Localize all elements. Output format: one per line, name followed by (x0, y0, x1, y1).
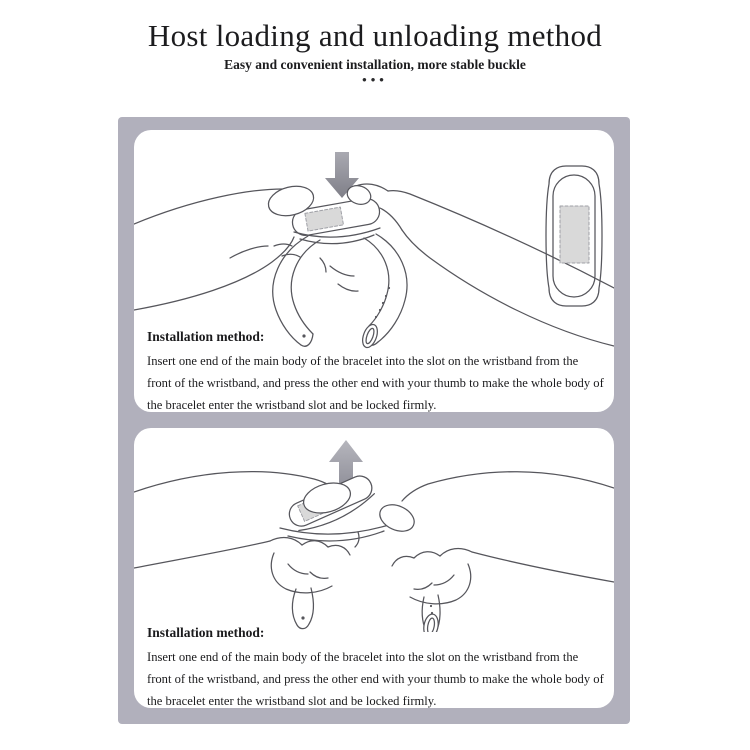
page-subtitle: Easy and convenient installation, more stable buckle (224, 57, 526, 72)
removal-description: Insert one end of the main body of the bracelet into the slot on the wristband from the front of the wristband, and press the other end with your thumb to make the whole body of the bracelet enter the wristband slot and be locked firmly. (147, 650, 604, 708)
installation-card (134, 130, 614, 412)
removal-text-block (147, 625, 604, 712)
installation-text-block (147, 329, 604, 416)
installation-description: Insert one end of the main body of the bracelet into the slot on the wristband from the front of the wristband, and press the other end with your thumb to make the whole body of the bracelet enter the wristband slot and be locked firmly. (147, 354, 604, 412)
divider-dots: ••• (362, 72, 388, 87)
page-title: Host loading and unloading method (147, 18, 603, 53)
installation-heading: Installation method: (147, 329, 265, 344)
instruction-panel (118, 117, 630, 724)
removal-heading: Installation method: (147, 625, 265, 640)
wristband-top-view-illustration (536, 162, 612, 310)
hands-remove-illustration (134, 434, 614, 632)
removal-card (134, 428, 614, 708)
